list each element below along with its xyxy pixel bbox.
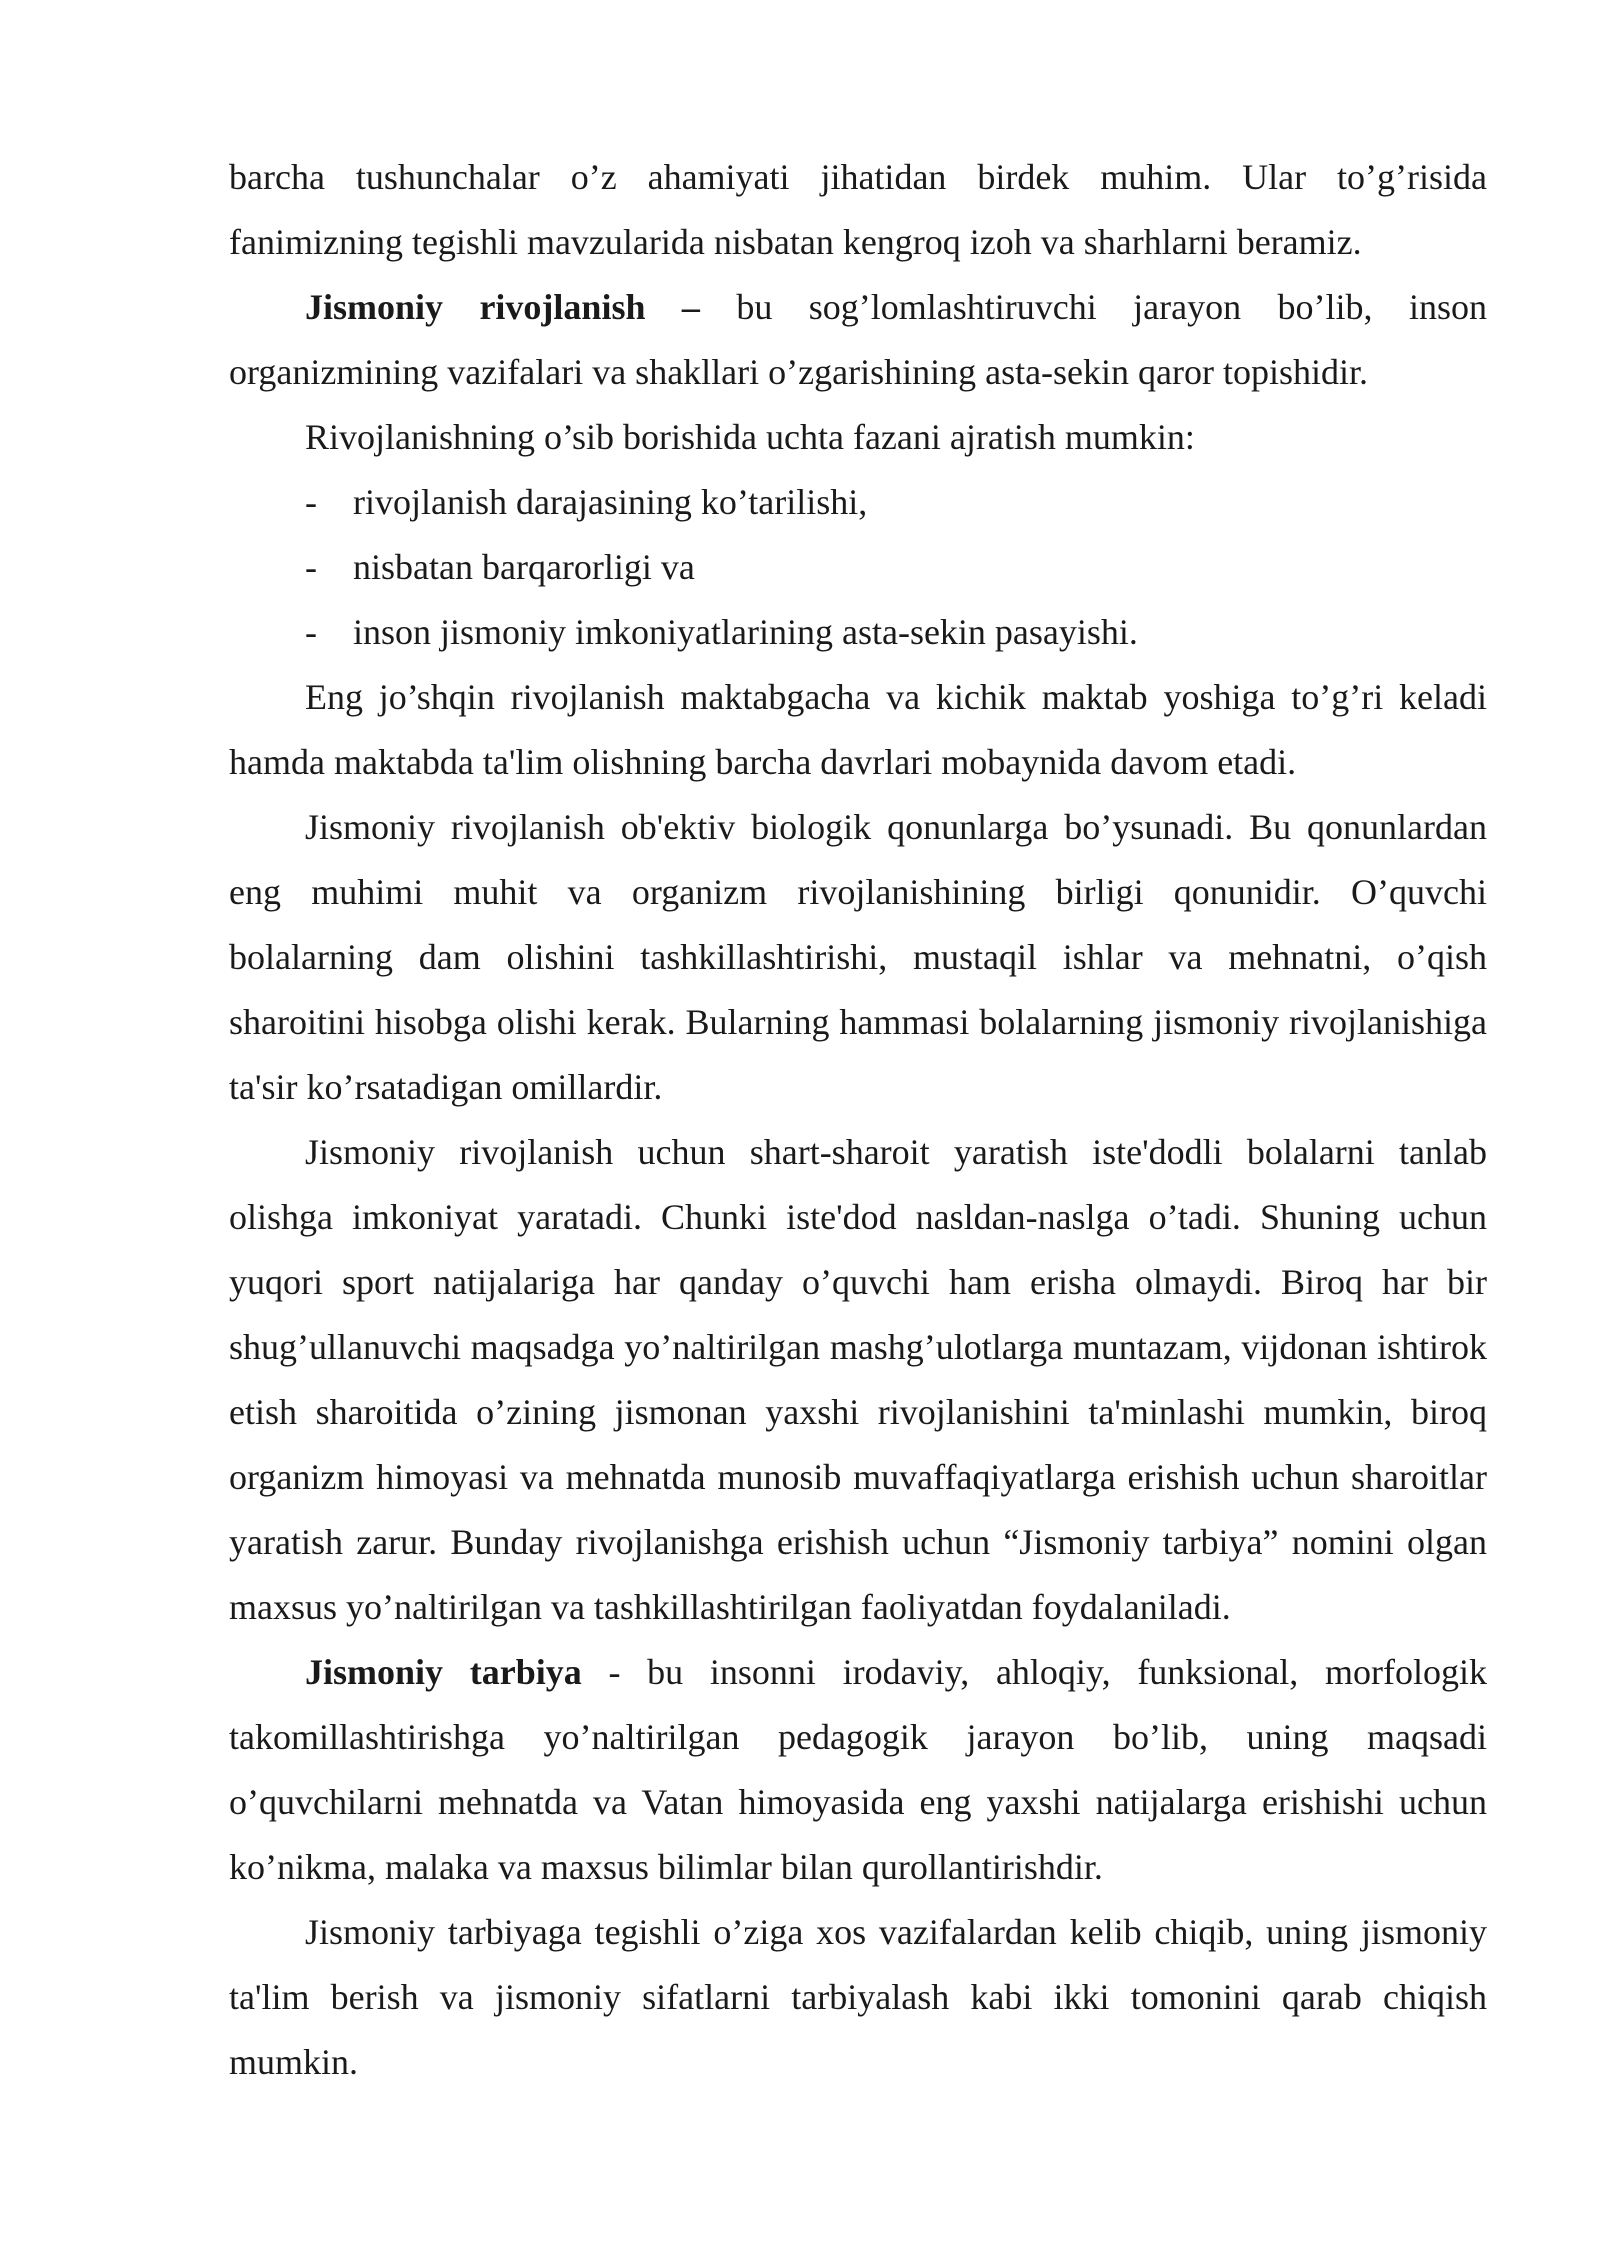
paragraph-definition-education [229,1640,1487,1900]
definition-development-text: bu sog’lomlashtiruvchi jarayon bo’lib, inson organizmining vazifalari va shakllari o’zgarishining asta-sekin qaror topishidir. [229,287,1487,392]
paragraph-conclusion: Jismoniy tarbiyaga tegishli o’ziga xos vazifalardan kelib chiqib, uning jismoniy ta'lim berish va jismoniy sifatlarni tarbiyalash kabi ikki tomonini qarab chiqish mumkin. [229,1912,1487,2082]
paragraph-conditions: Jismoniy rivojlanish uchun shart-sharoit yaratish iste'dodli bolalarni tanlab olishga imkoniyat yaratadi. Chunki iste'dod nasldan-naslga o’tadi. Shuning uchun yuqori sport natijalariga har qanday o’quvchi ham erisha olmaydi. Biroq har bir shug’ullanuvchi maqsadga yo’naltirilgan mashg’ulotlarga muntazam, vijdonan ishtirok etish sharoitida o’zining jismonan yaxshi rivojlanishini ta'minlashi mumkin, biroq organizm himoyasi va mehnatda munosib muvaffaqiyatlarga erishish uchun sharoitlar yaratish zarur. Bunday rivojlanishga erishish uchun “Jismoniy tarbiya” nomini olgan maxsus yo’naltirilgan va tashkillashtirilgan faoliyatdan foydalaniladi. [229,1132,1487,1627]
document-page [229,145,1487,2095]
term-jismoniy-tarbiya: Jismoniy tarbiya [305,1652,582,1692]
paragraph-phases-intro: Rivojlanishning o’sib borishida uchta fazani ajratish mumkin: [305,417,1195,457]
list-item [229,470,1487,535]
list-item-text: nisbatan barqarorligi va [353,547,695,587]
definition-education-text: - bu insonni irodaviy, ahloqiy, funksional, morfologik takomillashtirishga yo’naltirilgan pedagogik jarayon bo’lib, uning maqsadi o’quvchilarni mehnatda va Vatan himoyasida eng yaxshi natijalarga erishishi uchun ko’nikma, malaka va maxsus bilimlar bilan qurollantirishdir. [229,1652,1487,1887]
list-item [229,535,1487,600]
paragraph-school-age: Eng jo’shqin rivojlanish maktabgacha va kichik maktab yoshiga to’g’ri keladi hamda maktabda ta'lim olishning barcha davrlari mobaynida davom etadi. [229,677,1487,782]
paragraph-biological-laws: Jismoniy rivojlanish ob'ektiv biologik qonunlarga bo’ysunadi. Bu qonunlardan eng muhimi muhit va organizm rivojlanishining birligi qonunidir. O’quvchi bolalarning dam olishini tashkillashtirishi, mustaqil ishlar va mehnatni, o’qish sharoitini hisobga olishi kerak. Bularning hammasi bolalarning jismoniy rivojlanishiga ta'sir ko’rsatadigan omillardir. [229,807,1487,1107]
dash-marker: - [305,482,317,522]
list-item-text: inson jismoniy imkoniyatlarining asta-sekin pasayishi. [353,612,1138,652]
list-item [229,600,1487,665]
list-item-text: rivojlanish darajasining ko’tarilishi, [353,482,868,522]
paragraph-intro: barcha tushunchalar o’z ahamiyati jihatidan birdek muhim. Ular to’g’risida fanimizning tegishli mavzularida nisbatan kengroq izoh va sharhlarni beramiz. [229,157,1487,262]
paragraph-definition-development [229,275,1487,405]
dash-marker: - [305,612,317,652]
term-jismoniy-rivojlanish: Jismoniy rivojlanish – [305,287,700,327]
dash-marker: - [305,547,317,587]
